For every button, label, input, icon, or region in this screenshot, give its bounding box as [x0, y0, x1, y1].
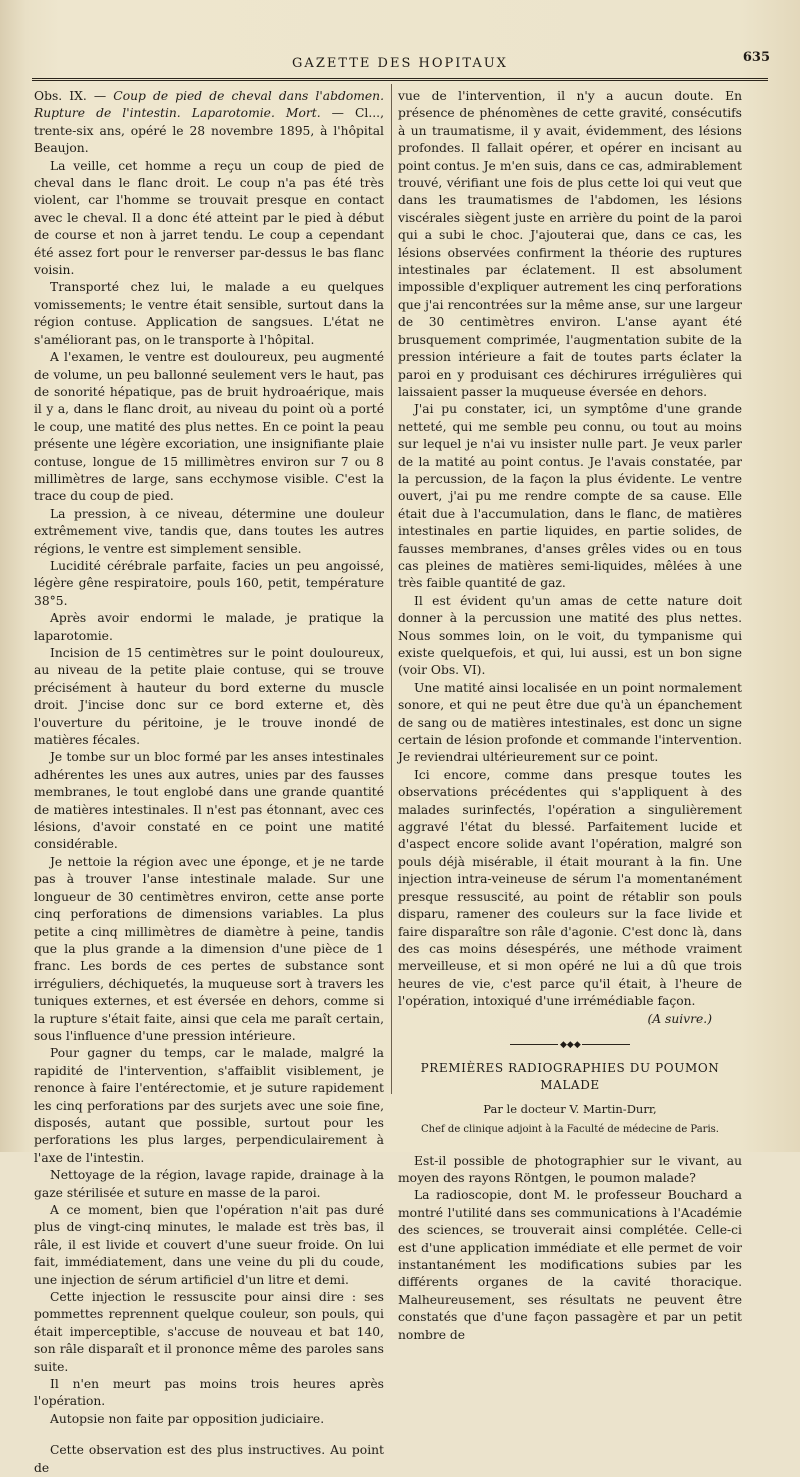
paragraph: Cette injection le ressuscite pour ainsi dire : ses pommettes reprennent quelque couleur, son pouls, qui était imperceptible, s'accuse de nouveau et bat 140, son râle disparaît et il prononce même des paroles sans suite. [34, 1290, 384, 1374]
article-affiliation: Chef de clinique adjoint à la Faculté de médecine de Paris. [421, 1124, 719, 1136]
paragraph: La pression, à ce niveau, détermine une douleur extrêmement vive, tandis que, dans toutes les autres régions, le ventre est simplement sensible. [34, 506, 384, 556]
paragraph: Une matité ainsi localisée en un point normalement sonore, et qui ne peut être due qu'à un épanchement de sang ou de matières intestinales, est donc un signe certain de lésion profonde et commande l'intervention. Je reviendrai ultérieurement sur ce point. [398, 680, 742, 765]
paragraph: Il est évident qu'un amas de cette nature doit donner à la percussion une matité des plus nettes. Nous sommes loin, on le voit, du tympanisme qui existe quelquefois, et qui, lui aussi, est un bon signe (voir Obs. VI). [398, 593, 742, 678]
journal-title: GAZETTE DES HOPITAUX [292, 56, 508, 71]
paragraph: Ici encore, comme dans presque toutes les observations précédentes qui s'appliquent à des malades surinfectés, l'opération a singulièrement aggravé l'état du blessé. Parfaitement lucide et d'aspect encore solide avant l'opération, malgré son pouls déjà misérable, il était mourant à la fin. Une injection intra-veineuse de sérum l'a momentanément presque ressuscité, au point de rétablir son pouls disparu, ramener des couleurs sur la face livide et faire disparaître son râle d'agonie. C'est donc là, dans des cas moins désespérés, une méthode vraiment merveilleuse, et si mon opéré ne lui a dû que trois heures de vie, c'est parce qu'il était, à l'heure de l'opération, intoxiqué d'une irrémédiable façon. [398, 767, 742, 1009]
paragraph: A ce moment, bien que l'opération n'ait pas duré plus de vingt-cinq minutes, le malade est très bas, il râle, il est livide et couvert d'une sueur froide. On lui fait, immédiatement, dans une veine du pli du coude, une injection de sérum artificiel d'un litre et demi. [34, 1203, 384, 1287]
column-separator [391, 84, 392, 1094]
left-column [34, 88, 384, 1477]
article-byline: Par le docteur V. Martin-Durr, [483, 1101, 657, 1116]
paragraph: J'ai pu constater, ici, un symptôme d'une grande netteté, qui me semble peu connu, ou tout au moins sur lequel je n'ai vu insister nulle part. Je veux parler de la matité au point contus. Je l'avais constatée, par la percussion, de la façon la plus évidente. Le ventre ouvert, j'ai pu me rendre compte de sa cause. Elle était due à l'accumulation, dans le flanc, de matières intestinales en partie liquides, en partie solides, de fausses membranes, d'anses grêles vides ou en tous cas pleines de matières semi-liquides, mêlées à une très faible quantité de gaz. [398, 402, 742, 591]
obs-number: Obs. IX. — [34, 89, 114, 103]
page-number: 635 [742, 50, 770, 65]
paragraph: La radioscopie, dont M. le professeur Bouchard a montré l'utilité dans ses communications à l'Académie des sciences, se trouverait ainsi complétée. Celle-ci est d'une application immédiate et elle permet de voir instantanément les modifications subies par les différents organes de la cavité thoracique. Malheureusement, ses résultats ne peuvent être constatés que d'une façon passagère et par un petit nombre de [398, 1188, 742, 1342]
paragraph: Incision de 15 centimètres sur le point douloureux, au niveau de la petite plaie contuse, qui se trouve précisément à hauteur du bord externe du muscle droit. J'incise donc sur ce bord externe et, dès l'ouverture du péritoine, je le trouve inondé de matières fécales. [34, 646, 384, 748]
obs-intro: — Cl..., trente-six ans, opéré le 28 novembre 1895, à l'hôpital Beaujon. [34, 106, 384, 156]
ornament-line-left [510, 1044, 558, 1045]
paragraph: Après avoir endormi le malade, je pratique la laparotomie. [34, 611, 384, 643]
spacer [34, 1428, 384, 1442]
paragraph: Pour gagner du temps, car le malade, malgré la rapidité de l'intervention, s'affaiblit visiblement, je renonce à faire l'entérectomie, et je suture rapidement les cinq perforations par des surjets avec une soie fine, disposés, autant que possible, surtout pour les perforations les plus larges, perpendiculairement à l'axe de l'intestin. [34, 1046, 384, 1165]
page-header [30, 50, 770, 78]
observation-heading [34, 88, 384, 158]
paragraph: Cette observation est des plus instructives. Au point de [34, 1443, 384, 1475]
header-rule [32, 78, 768, 81]
ornament-diamond-icon: ◆◆◆ [560, 1039, 581, 1050]
paragraph: Lucidité cérébrale parfaite, facies un peu angoissé, légère gêne respiratoire, pouls 160, petit, température 38°5. [34, 558, 384, 608]
paragraph: Nettoyage de la région, lavage rapide, drainage à la gaze stérilisée et suture en masse de la paroi. [34, 1168, 384, 1200]
right-column [398, 88, 742, 1344]
obs-title: Coup de pied de cheval dans l'abdomen. Rupture de l'intestin. Laparotomie. Mort. [34, 89, 384, 121]
paragraph: Transporté chez lui, le malade a eu quelques vomissements; le ventre était sensible, surtout dans la région contuse. Application de sangsues. L'état ne s'améliorant pas, on le transporte à l'hôpital. [34, 280, 384, 347]
paragraph: Est-il possible de photographier sur le vivant, au moyen des rayons Röntgen, le poumon malade? [398, 1153, 742, 1185]
paragraph: Autopsie non faite par opposition judiciaire. [50, 1411, 325, 1426]
ornament-line-right [582, 1044, 630, 1045]
paragraph: Je tombe sur un bloc formé par les anses intestinales adhérentes les unes aux autres, unies par des fausses membranes, le tout englobé dans une grande quantité de matières intestinales. Il n'est pas étonnant, avec ces lésions, d'avoir constaté en ce point une matité considérable. [34, 750, 384, 852]
paragraph: Il n'en meurt pas moins trois heures après l'opération. [34, 1377, 384, 1409]
paragraph: vue de l'intervention, il n'y a aucun doute. En présence de phénomènes de cette gravité, consécutifs à un traumatisme, il y avait, évidemment, des lésions profondes. Il fallait opérer, et opérer en incisant au point contus. Je m'en suis, dans ce cas, admirablement trouvé, vérifiant une fois de plus cette loi qui veut que dans les traumatismes de l'abdomen, les lésions viscérales siègent juste en arrière du point de la paroi qui a subi le choc. J'ajouterai que, dans ce cas, les lésions observées confirment la théorie des ruptures intestinales par éclatement. Il est absolument impossible d'expliquer autrement les cinq perforations que j'ai rencontrées sur la même anse, sur une largeur de 30 centimètres environ. L'anse ayant été brusquement comprimée, l'augmentation subite de la pression intérieure a fait de toutes parts éclater la paroi en y produisant ces déchirures irrégulières qui laissaient passer la muqueuse éversée en dehors. [398, 89, 742, 399]
to-be-continued: (A suivre.) [647, 1011, 712, 1026]
paragraph: La veille, cet homme a reçu un coup de pied de cheval dans le flanc droit. Le coup n'a pas été très violent, car l'homme se trouvait presque en contact avec le cheval. Il a donc été atteint par le pied à début de course et non à jarret tendu. Le coup a cependant été assez fort pour le renverser par-dessus le bas flanc voisin. [34, 158, 384, 278]
section-ornament [510, 1040, 630, 1050]
article-title: PREMIÈRES RADIOGRAPHIES DU POUMON MALADE [420, 1060, 720, 1093]
paragraph: Je nettoie la région avec une éponge, et je ne tarde pas à trouver l'anse intestinale malade. Sur une longueur de 30 centimètres environ, cette anse porte cinq perforations de dimensions variables. La plus petite a cinq millimètres de diamètre à peine, tandis que la plus grande a la dimension d'une pièce de 1 franc. Les bords de ces pertes de substance sont irréguliers, déchiquetés, la muqueuse sort à travers les tuniques externes, et est éversée en dehors, comme si la rupture s'était faite, ainsi que cela me paraît certain, sous l'influence d'une pression intérieure. [34, 854, 384, 1043]
paragraph: A l'examen, le ventre est douloureux, peu augmenté de volume, un peu ballonné seulement vers le haut, pas de sonorité hépatique, pas de bruit hydroaérique, mais il y a, dans le flanc droit, au niveau du point où a porté le coup, une matité des plus nettes. En ce point la peau présente une légère excoriation, une insignifiante plaie contuse, longue de 15 millimètres environ sur 7 ou 8 millimètres de large, sans ecchymose visible. C'est la trace du coup de pied. [34, 350, 384, 504]
